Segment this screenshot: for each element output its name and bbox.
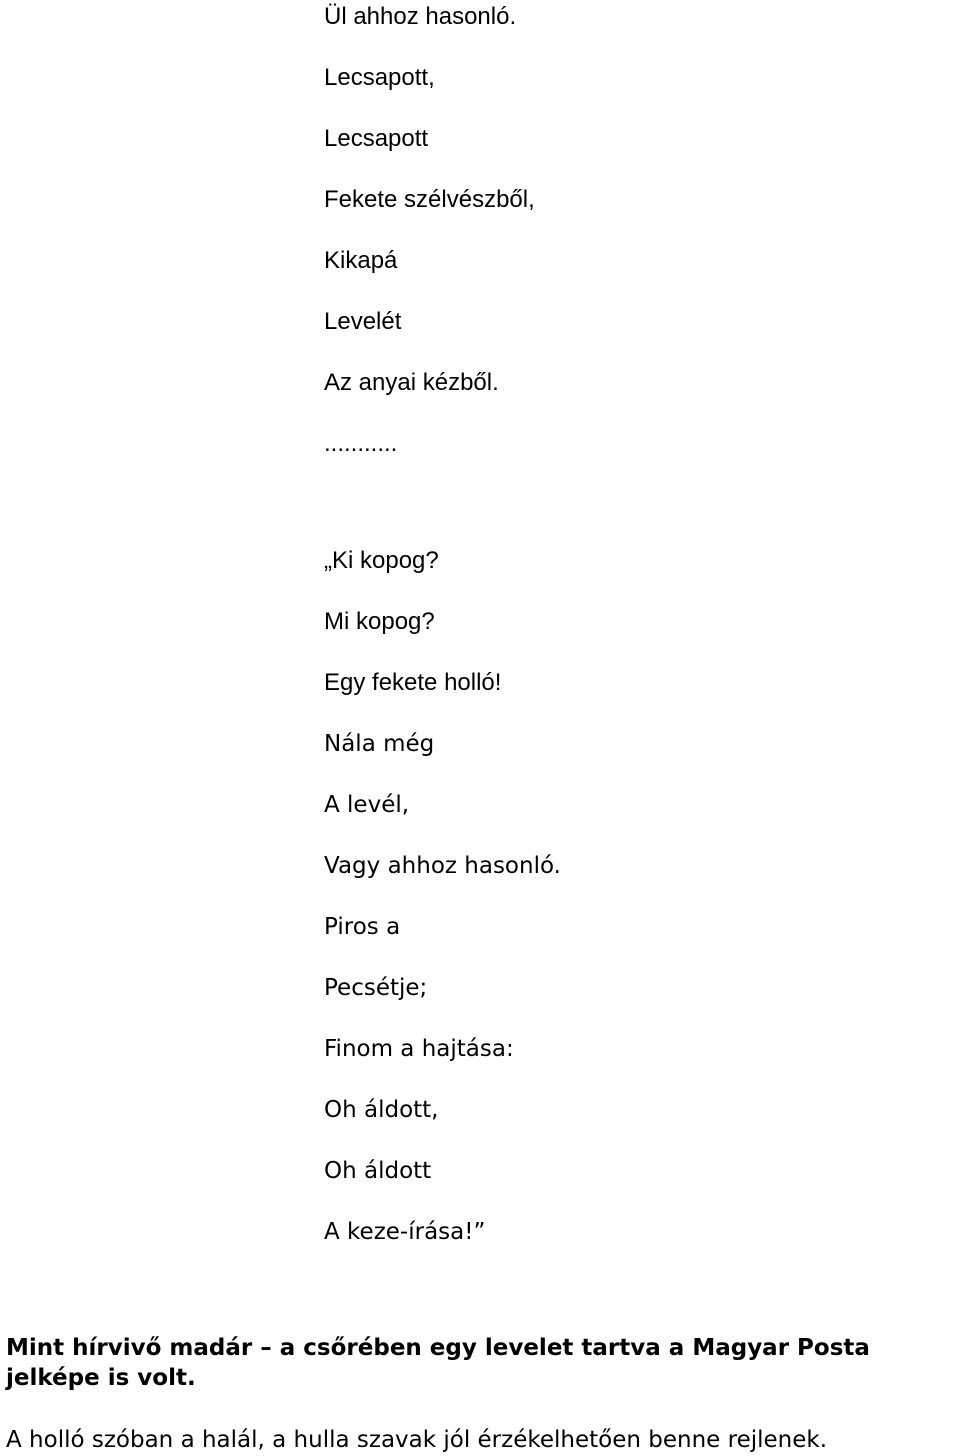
poem-line: Oh áldott, [324, 1097, 439, 1123]
poem-line: „Ki kopog? [324, 547, 439, 574]
poem-line: Lecsapott, [324, 64, 435, 91]
poem-line: Piros a [324, 914, 401, 940]
poem-line: Kikapá [324, 247, 398, 274]
note-bold-line: jelképe is volt. [6, 1365, 196, 1391]
poem-line: Oh áldott [324, 1158, 432, 1184]
note-plain-paragraph: A holló szóban a halál, a hulla szavak jól érzékelhetően benne rejlenek. [6, 1427, 828, 1453]
poem-line: Vagy ahhoz hasonló. [324, 853, 561, 879]
poem-line: Levelét [324, 308, 402, 335]
poem-line: A levél, [324, 792, 410, 818]
poem-line: Nála még [324, 731, 435, 757]
poem-line: Egy fekete holló! [324, 669, 502, 696]
poem-line: A keze-írása!” [324, 1219, 486, 1245]
poem-line: Fekete szélvészből, [324, 186, 535, 213]
note-bold-paragraph [6, 1333, 960, 1393]
poem-line: Pecsétje; [324, 975, 428, 1001]
note-bold-line: Mint hírvivő madár – a csőrében egy levelet tartva a Magyar Posta [6, 1335, 870, 1361]
poem-line: Az anyai kézből. [324, 369, 499, 396]
poem-line: Lecsapott [324, 125, 429, 152]
poem-line: Finom a hajtása: [324, 1036, 514, 1062]
poem-line: Mi kopog? [324, 608, 435, 635]
ellipsis-line: ........... [324, 430, 398, 457]
poem-line: Ül ahhoz hasonló. [324, 3, 517, 30]
